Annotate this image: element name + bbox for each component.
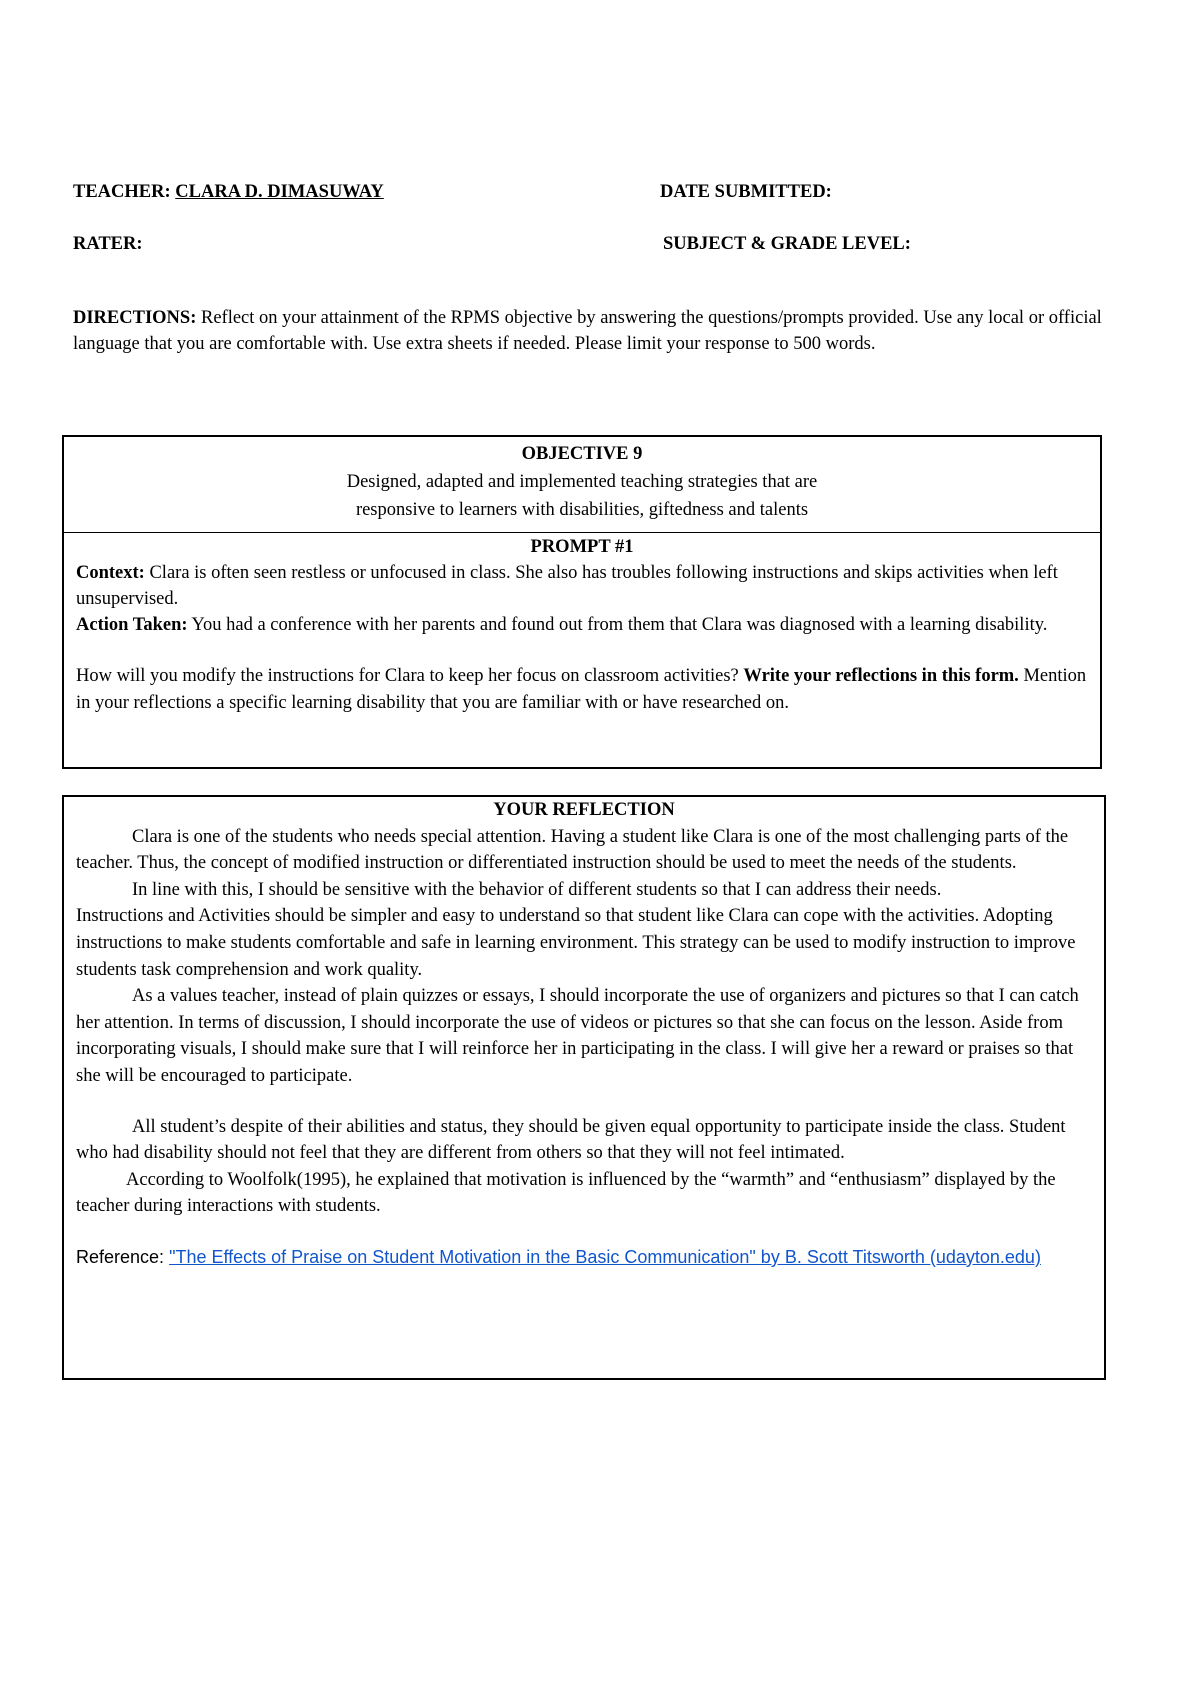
reflection-paragraph-1: Clara is one of the students who needs special attention. Having a student like Clara is one of the most challenging parts of the teacher. Thus, the concept of modified instruction or differentiated instruction should be used to meet the needs of the students.: [76, 826, 1069, 874]
objective-line-1: Designed, adapted and implemented teaching strategies that are: [346, 472, 818, 492]
context-text: Clara is often seen restless or unfocused in class. She also has troubles following instructions and skips activities when left unsupervised.: [76, 563, 1058, 609]
date-submitted-label: DATE SUBMITTED:: [660, 182, 832, 202]
reflection-paragraph-4: As a values teacher, instead of plain quizzes or essays, I should incorporate the use of organizers and pictures so that I can catch her attention. In terms of discussion, I should incorporate the use of videos or pictures so that she can focus on the lesson. Aside from incorporating visuals, I should make sure that I will reinforce her in participating in the class. I will give her a reward or praises so that she will be encouraged to participate.: [76, 986, 1079, 1086]
reflection-box: [62, 795, 1106, 1380]
objective-line-2: responsive to learners with disabilities, giftedness and talents: [355, 500, 809, 520]
reflection-paragraph-5: All student’s despite of their abilities and status, they should be given equal opportunity to participate inside the class. Student who had disability should not feel that they are different from others so that they will not feel intimated.: [76, 1116, 1066, 1164]
question-tail: Mention in your reflections a specific learning disability that you are familiar with or have researched on.: [76, 666, 1087, 713]
action-label: Action Taken:: [76, 615, 188, 635]
prompt-action: [76, 612, 1088, 638]
reference-line: [76, 1244, 1092, 1272]
context-label: Context:: [76, 563, 145, 583]
action-text: You had a conference with her parents and found out from them that Clara was diagnosed with a learning disability.: [187, 615, 1048, 635]
prompt-question: [76, 663, 1088, 717]
reflection-paragraph-2: In line with this, I should be sensitive with the behavior of different students so that I can address their needs.: [132, 879, 942, 900]
directions: [73, 305, 1141, 357]
prompt-title: PROMPT #1: [530, 537, 634, 557]
reflection-title: YOUR REFLECTION: [493, 800, 675, 820]
reference-label: Reference:: [76, 1246, 170, 1267]
prompt-section: [64, 533, 1100, 717]
directions-label: DIRECTIONS:: [73, 308, 197, 328]
reflection-paragraph-3: Instructions and Activities should be simpler and easy to understand so that student like Clara can cope with the activities. Adopting instructions to make students comfortable and safe in learning environment. This strategy can be used to modify instruction to improve students task comprehension and work quality.: [76, 906, 1076, 980]
subject-grade-label: SUBJECT & GRADE LEVEL:: [663, 234, 911, 254]
teacher-label: TEACHER:: [73, 182, 176, 202]
rater-label: RATER:: [73, 234, 143, 254]
question-bold: Write your reflections in this form.: [743, 666, 1019, 686]
objective-prompt-box: [62, 435, 1102, 769]
objective-title: OBJECTIVE 9: [521, 444, 643, 464]
teacher-field: [73, 179, 384, 205]
prompt-context: [76, 560, 1088, 612]
reflection-paragraph-6: According to Woolfolk(1995), he explained that motivation is influenced by the “warmth” and “enthusiasm” displayed by the teacher during interactions with students.: [76, 1169, 1056, 1217]
teacher-name: CLARA D. DIMASUWAY: [175, 182, 384, 202]
question-text: How will you modify the instructions for Clara to keep her focus on classroom activities?: [76, 666, 744, 686]
reference-link[interactable]: "The Effects of Praise on Student Motivation in the Basic Communication" by B. Scott Titsworth (udayton.edu): [169, 1246, 1041, 1267]
objective-section: [64, 437, 1100, 533]
directions-text: Reflect on your attainment of the RPMS objective by answering the questions/prompts provided. Use any local or official language that you are comfortable with. Use extra sheets if needed. Please limit your response to 500 words.: [73, 308, 1102, 354]
